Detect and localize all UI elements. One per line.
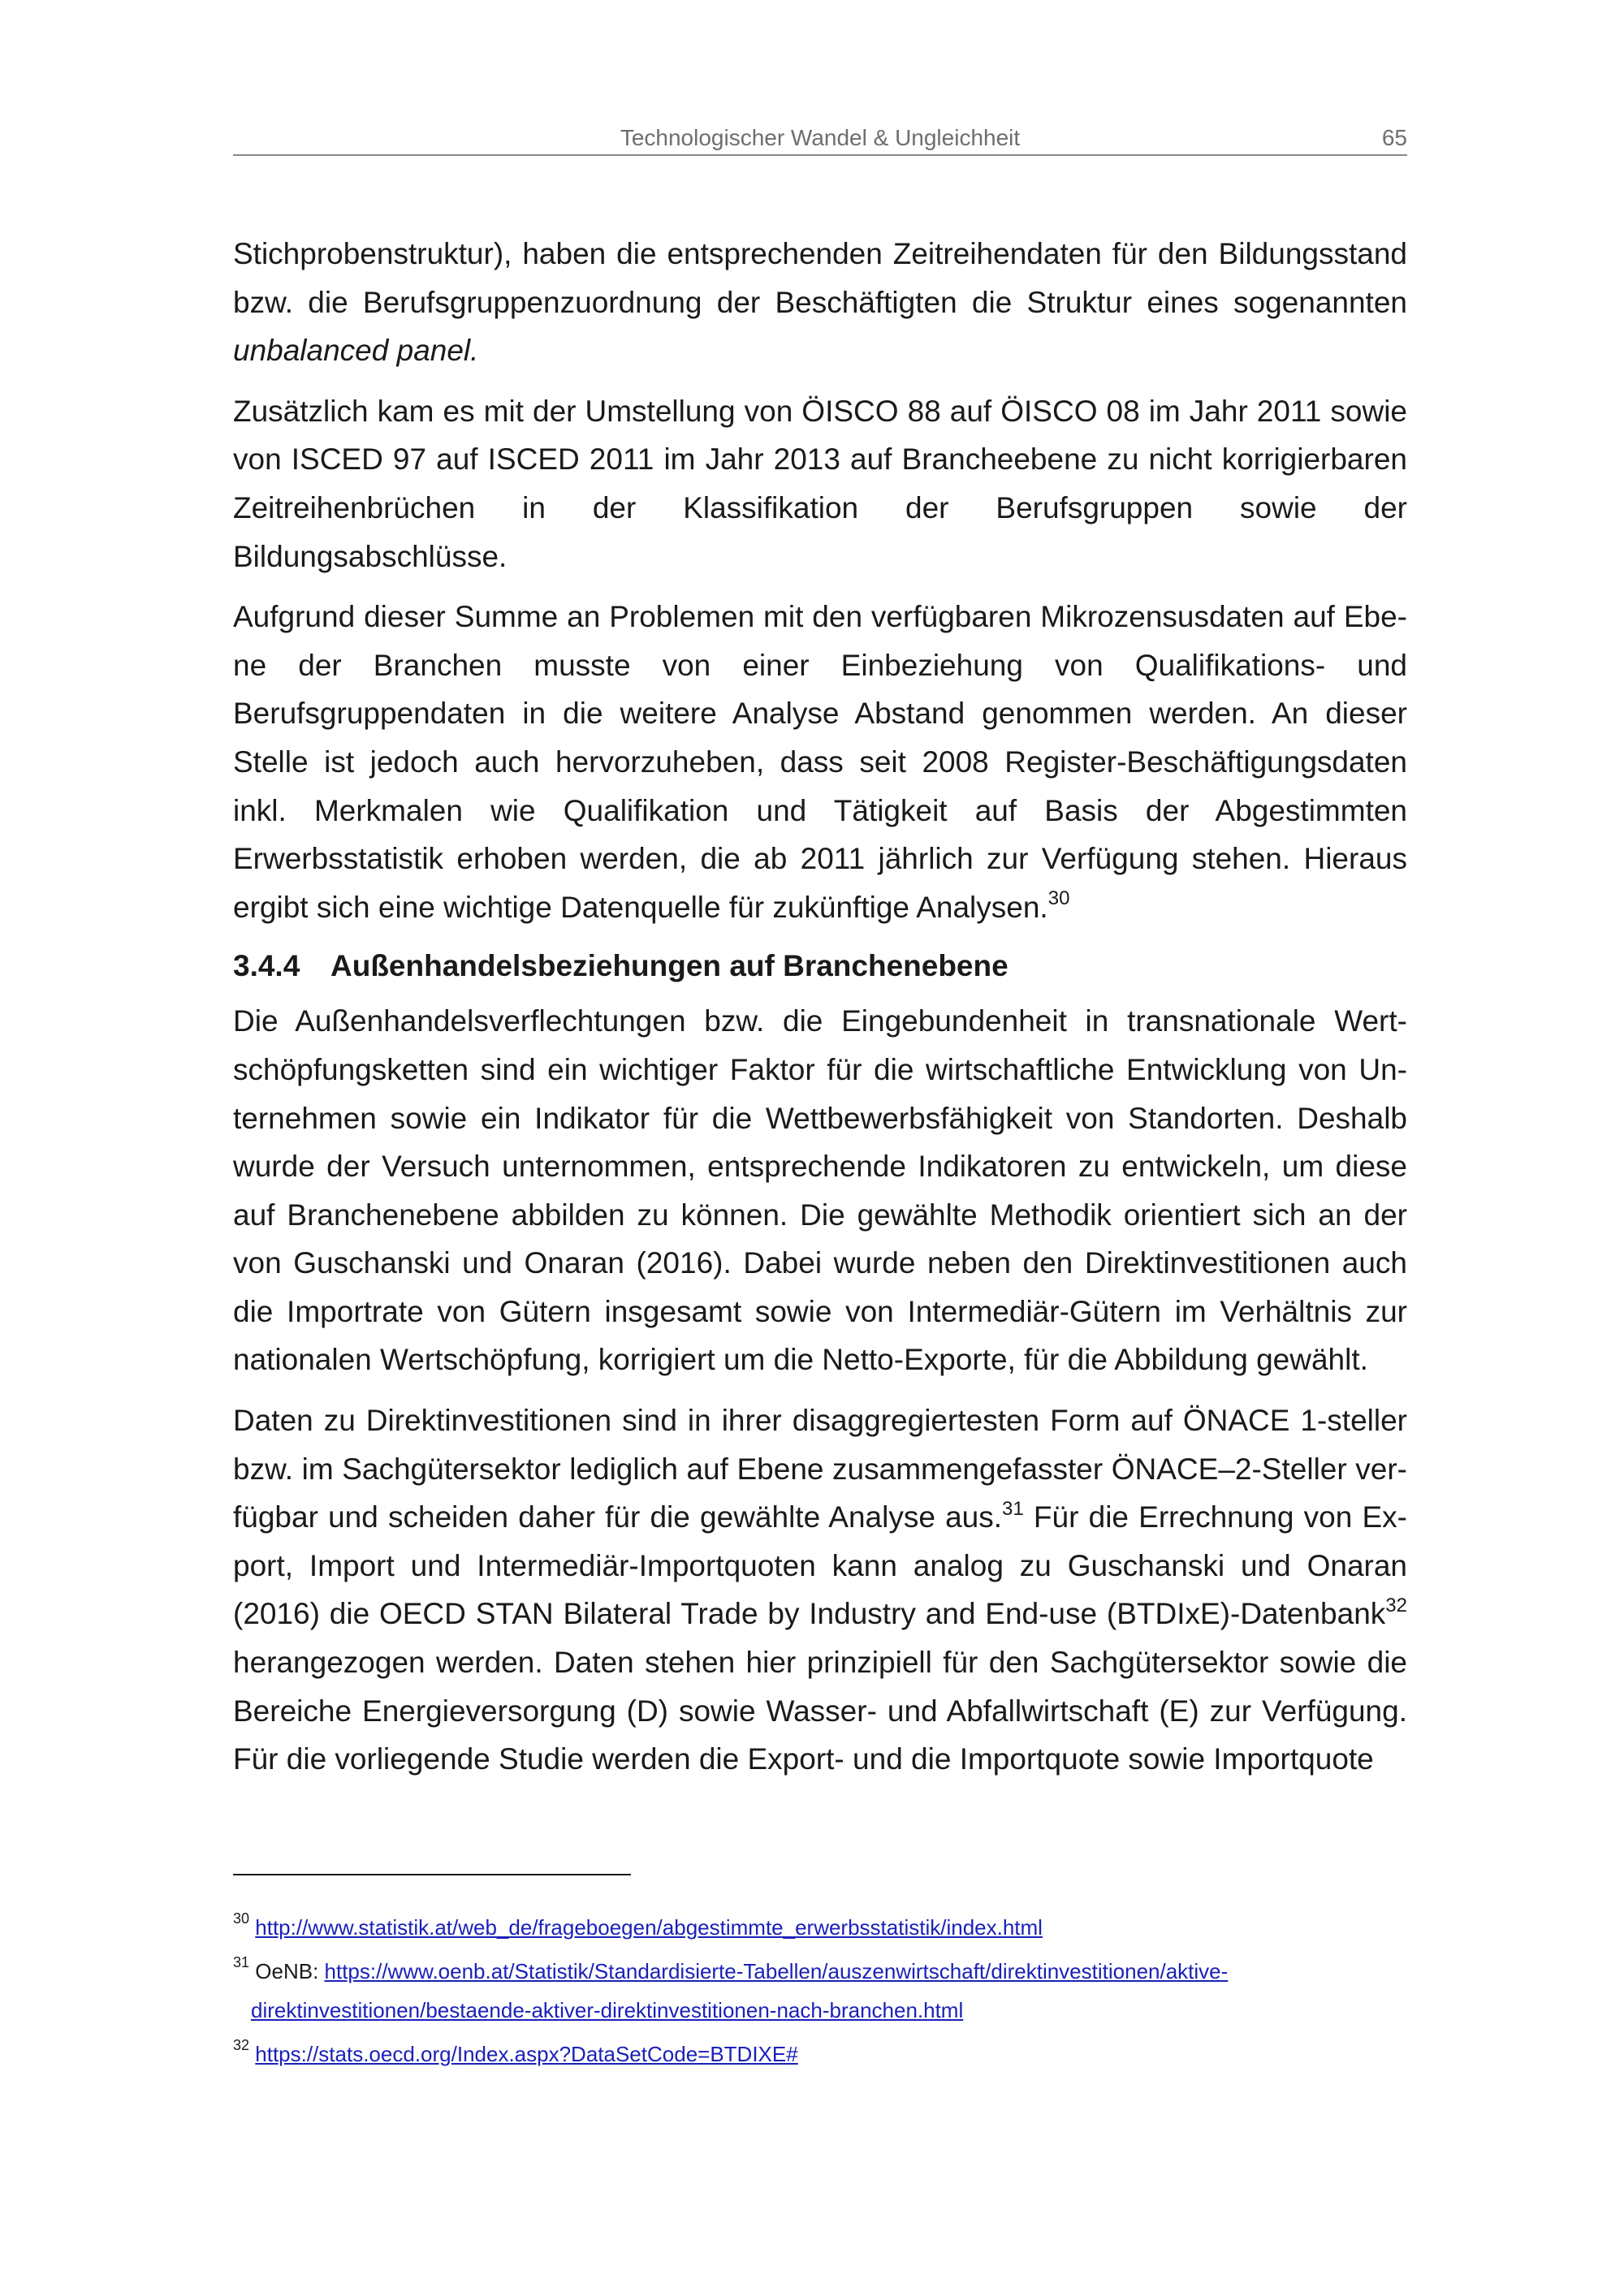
footnote-ref-31[interactable]: 31 [1002, 1497, 1024, 1520]
paragraph-text: Für die Errechnung von Export, Import und Intermediär-Importquoten kann analog zu Guschanski und Onaran (2016) die OECD STAN Bilateral Trade by Industry and End-use (BTDIxE)-Datenbank [233, 1500, 1407, 1631]
paragraph-text: Die Außenhandelsverflechtungen bzw. die Eingebundenheit in transnationale Wertschöpfungsketten sind ein wichtiger Faktor für die wirtschaftliche Entwicklung von Unternehmen sowie ein Indikator für die Wettbewerbsfähigkeit von Standorten. Deshalb wurde der Versuch unternommen, entsprechende Indikatoren zu entwickeln, um diese auf Branchenebene abbilden zu können. Die gewählte Methodik orientiert sich an der von Guschanski und Onaran (2016). Dabei wurde neben den Direktinvestitionen auch die Importrate von Gütern insgesamt sowie von Intermediär-Gütern im Verhältnis zur nationalen Wertschöpfung, korrigiert um die Netto-Exporte, für die Abbildung gewählt. [233, 1004, 1407, 1377]
footnote-link[interactable]: http://www.statistik.at/web_de/frageboegen/abgestimmte_erwerbsstatistik/index.html [255, 1915, 1043, 1940]
footnote-number: 31 [233, 1954, 250, 1971]
footnote-31 [233, 1952, 1407, 2030]
running-title: Technologischer Wandel & Ungleichheit [620, 125, 1021, 150]
footnote-number: 32 [233, 2037, 250, 2054]
section-title: Außenhandelsbeziehungen auf Branchenebene [330, 949, 1009, 983]
paragraph [233, 997, 1407, 1384]
footnotes [233, 1908, 1407, 2078]
footnote-prefix: OeNB: [255, 1959, 325, 1983]
footnote-ref-32[interactable]: 32 [1385, 1595, 1407, 1617]
paragraph-text: Aufgrund dieser Summe an Problemen mit den verfügbaren Mikrozensusdaten auf Ebene der Branchen musste von einer Einbeziehung von Qualifikations- und Berufsgruppendaten in die weitere Analyse Abstand genommen werden. An dieser Stelle ist jedoch auch hervorzuheben, dass seit 2008 Register-Beschäftigungsdaten inkl. Merkmalen wie Qualifikation und Tätigkeit auf Basis der Abgestimmten Erwerbsstatistik erhoben werden, die ab 2011 jährlich zur Verfügung stehen. Hieraus ergibt sich eine wichtige Datenquelle für zukünftige Analysen. [233, 600, 1407, 924]
footnote-link[interactable]: https://www.oenb.at/Statistik/Standardisierte-Tabellen/auszenwirtschaft/direktinvestitionen/aktive-direktinvestitionen/bestaende-aktiver-direktinvestitionen-nach-branchen.html [251, 1959, 1229, 2022]
section-number: 3.4.4 [233, 949, 300, 983]
page-header [233, 122, 1407, 156]
body-text [233, 230, 1407, 1784]
footnote-number: 30 [233, 1910, 250, 1927]
paragraph [233, 230, 1407, 375]
footnote-30 [233, 1908, 1407, 1947]
page-number: 65 [1381, 125, 1407, 150]
paragraph-text: Zusätzlich kam es mit der Umstellung von ÖISCO 88 auf ÖISCO 08 im Jahr 2011 sowie von ISCED 97 auf ISCED 2011 im Jahr 2013 auf Brancheebene zu nicht korrigierbaren Zeitreihenbrüchen in der Klassifikation der Berufsgruppen sowie der Bildungsabschlüsse. [233, 394, 1407, 573]
paragraph [233, 387, 1407, 580]
footnote-ref-30[interactable]: 30 [1047, 887, 1070, 910]
footnote-32 [233, 2035, 1407, 2074]
paragraph [233, 1396, 1407, 1784]
paragraph-text: Stichprobenstruktur), haben die entsprechenden Zeitreihendaten für den Bildungsstand bzw. die Berufsgruppenzuordnung der Beschäftigten die Struktur eines sogenannten [233, 237, 1407, 319]
footnote-separator [233, 1874, 631, 1875]
paragraph-text: herangezogen werden. Daten stehen hier prinzipiell für den Sachgütersektor sowie die Bereiche Energieversorgung (D) sowie Wasser- und Abfallwirtschaft (E) zur Verfügung. Für die vorliegende Studie werden die Export- und die Importquote sowie Importquote [233, 1646, 1407, 1776]
section-heading [233, 943, 1407, 989]
paragraph [233, 593, 1407, 931]
footnote-link[interactable]: https://stats.oecd.org/Index.aspx?DataSetCode=BTDIXE# [255, 2042, 798, 2066]
italic-term: unbalanced panel. [233, 334, 479, 368]
paragraph-text: Daten zu Direktinvestitionen sind in ihrer disaggregiertesten Form auf ÖNACE 1-steller bzw. im Sachgütersektor lediglich auf Ebene zusammengefasster ÖNACE–2-Steller verfügbar und scheiden daher für die gewählte Analyse aus. [233, 1404, 1407, 1534]
